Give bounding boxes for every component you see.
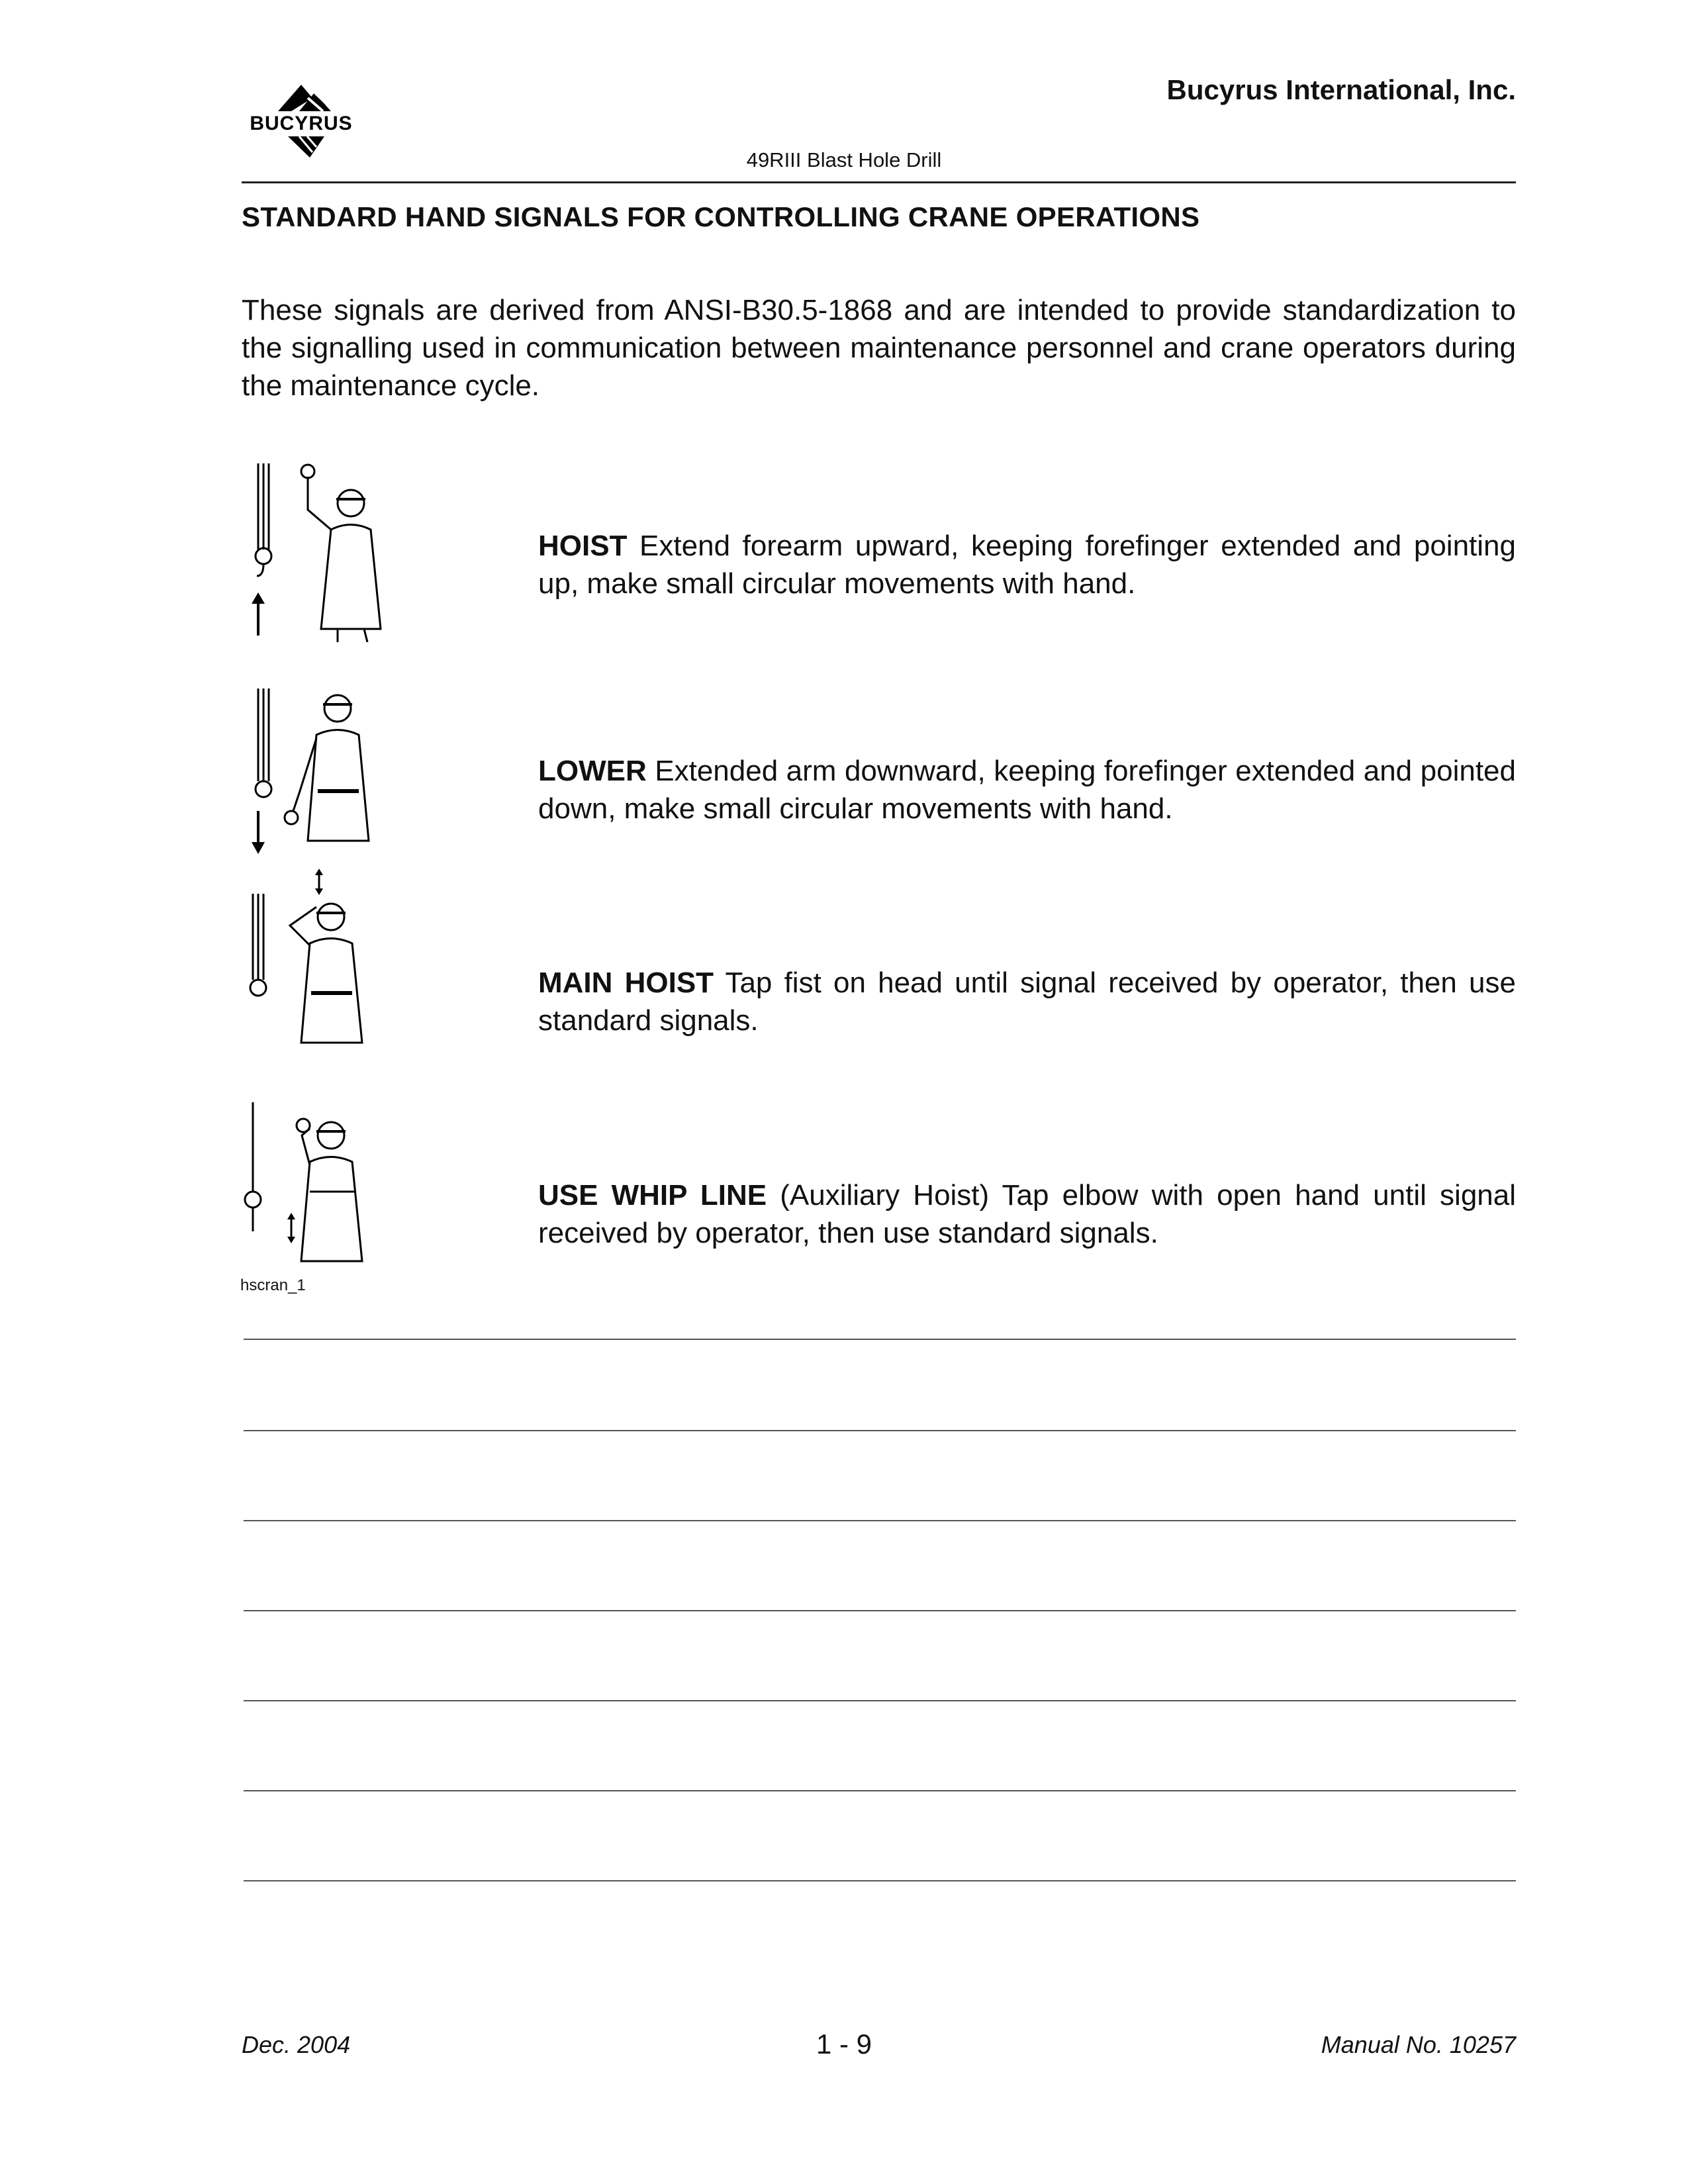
- signal-main-hoist: [538, 964, 1516, 1039]
- signal-lower: [538, 752, 1516, 828]
- lower-figure-icon: [238, 682, 410, 861]
- note-line: [244, 1610, 1516, 1611]
- note-line: [244, 1700, 1516, 1701]
- intro-paragraph: These signals are derived from ANSI-B30.5-1868 and are intended to provide standardization to the signalling used in communication between maintenance personnel and crane operators during the maintenance cycle.: [242, 294, 1516, 402]
- signal-hoist: [538, 527, 1516, 602]
- signal-text: Extended arm downward, keeping forefinger extended and pointed down, make small circular movements with hand.: [538, 755, 1516, 825]
- signal-name: USE WHIP LINE: [538, 1179, 767, 1211]
- product-name: 49RIII Blast Hole Drill: [746, 148, 942, 171]
- signal-text: Extend forearm upward, keeping forefinger extended and pointing up, make small circular movements with hand.: [538, 530, 1516, 600]
- note-line: [244, 1790, 1516, 1791]
- signal-text: (Auxiliary Hoist) Tap elbow with open hand until signal received by operator, then use standard signals.: [538, 1179, 1517, 1249]
- company-name: Bucyrus International, Inc.: [1166, 74, 1516, 105]
- signal-name: HOIST: [538, 530, 628, 562]
- signal-text: Tap fist on head until signal received by operator, then use standard signals.: [538, 967, 1516, 1037]
- header-rule: [242, 181, 1516, 183]
- main-hoist-figure-icon: [238, 867, 410, 1059]
- footer-date: Dec. 2004: [242, 2031, 351, 2058]
- manual-number: Manual No. 10257: [1321, 2031, 1516, 2058]
- note-line: [244, 1880, 1516, 1881]
- page-number: 1 - 9: [816, 2028, 872, 2060]
- note-line: [244, 1339, 1516, 1340]
- note-line: [244, 1520, 1516, 1521]
- logo-text: BUCYRUS: [250, 113, 353, 134]
- whip-line-figure-icon: [238, 1099, 410, 1278]
- signal-name: LOWER: [538, 755, 647, 787]
- hoist-figure-icon: [238, 457, 410, 642]
- signal-name: MAIN HOIST: [538, 967, 714, 999]
- signal-use-whip-line: [538, 1176, 1516, 1252]
- figure-label: hscran_1: [240, 1276, 306, 1294]
- page-title: STANDARD HAND SIGNALS FOR CONTROLLING CRANE OPERATIONS: [242, 201, 1200, 232]
- note-line: [244, 1430, 1516, 1431]
